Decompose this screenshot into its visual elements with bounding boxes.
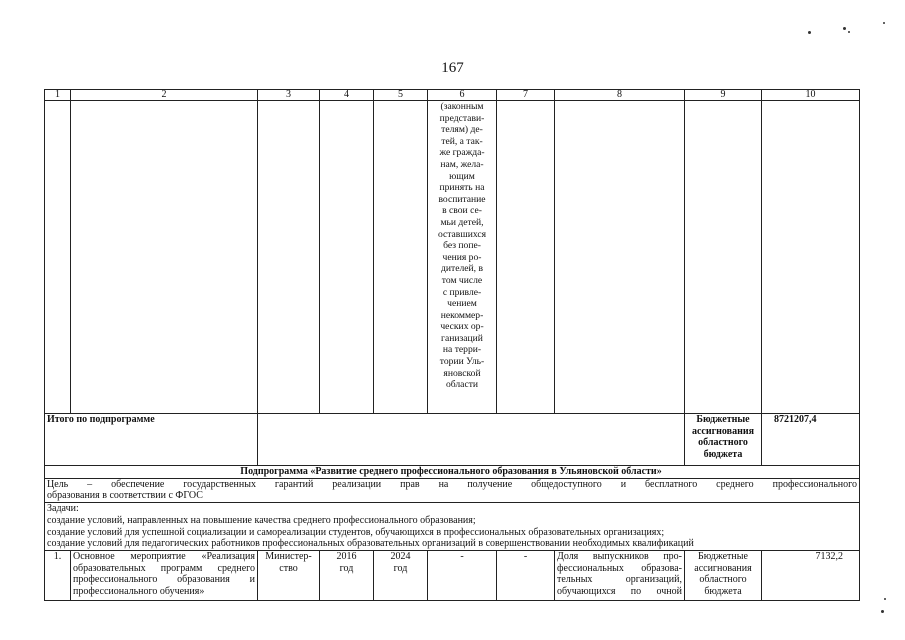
col6-value: -: [428, 550, 497, 600]
text-line: в свои се-: [442, 205, 482, 217]
text-line: области: [445, 379, 479, 391]
task-item: создание условий, направленных на повышение качества среднего профессионального образования;: [47, 514, 476, 526]
tasks-heading: Задачи:: [47, 503, 79, 515]
end-year: [374, 550, 428, 600]
text-line: год: [339, 562, 354, 574]
cell-empty: [555, 101, 685, 414]
column-number: 9: [685, 90, 762, 101]
funding-source: [685, 550, 762, 600]
cell-empty: [45, 101, 71, 414]
text-line: нам, жела-: [440, 158, 484, 170]
text-line: профессионального образования и: [73, 574, 255, 586]
cell-empty: [374, 101, 428, 414]
col7-value: -: [497, 550, 555, 600]
column-number: 3: [258, 90, 320, 101]
text-line: том числе: [441, 274, 483, 286]
row-number: 1.: [45, 550, 71, 600]
column-number: 1: [45, 90, 71, 101]
column-number: 2: [71, 90, 258, 101]
text-line: фессиональных образова-: [557, 562, 682, 574]
text-line: бюджета: [704, 586, 742, 598]
column-number-row: [45, 90, 860, 101]
text-line: ющим: [449, 170, 475, 182]
text-line: образовательных программ среднего: [73, 562, 255, 574]
goal-row: [45, 478, 860, 502]
text-line: на терри-: [442, 344, 482, 356]
text-line: дителей, в: [441, 263, 483, 275]
cell-empty: [497, 101, 555, 414]
text-line: ческих ор-: [440, 321, 484, 333]
continuation-row: [45, 101, 860, 414]
text-line: чения ро-: [442, 251, 482, 263]
scan-speck: [884, 598, 886, 600]
total-funding-source: Бюджетные ассигнования областного бюджета: [685, 414, 762, 466]
tasks-row: [45, 503, 860, 551]
text-line: обучающихся по очной: [557, 586, 682, 598]
table-row: [45, 550, 860, 600]
indicator: [555, 550, 685, 600]
cell-empty: [762, 101, 860, 414]
column-number: 5: [374, 90, 428, 101]
text-line: некоммер-: [440, 309, 484, 321]
text-line: Основное мероприятие «Реализация: [73, 550, 255, 562]
text-line: мьи детей,: [440, 216, 484, 228]
column-number: 4: [320, 90, 374, 101]
goal-text: [45, 478, 860, 502]
text-line: Бюджетные: [698, 550, 748, 562]
column-number: 8: [555, 90, 685, 101]
text-line: профессионального обучения»: [73, 586, 205, 598]
text-line: тории Уль-: [439, 356, 485, 368]
subprogram-title: Подпрограмма «Развитие среднего профессионального образования в Ульяновской области»: [45, 466, 860, 479]
text-line: же гражда-: [439, 147, 485, 159]
text-line: Министер-: [265, 550, 312, 562]
text-line: яновской: [443, 367, 481, 379]
scan-speck: [881, 610, 884, 613]
total-row: [45, 414, 860, 466]
text-line: чением: [447, 298, 477, 310]
text-line: оставшихся: [437, 228, 487, 240]
text-line: 2024: [390, 550, 411, 562]
goal-line: образования в соответствии с ФГОС: [47, 490, 203, 502]
goal-line: Цель – обеспечение государственных гарантий реализации прав на получение общедоступного и бесплатного среднего профессионального: [47, 478, 857, 490]
subprogram-title-row: [45, 466, 860, 479]
text-line: с привле-: [442, 286, 482, 298]
executor: [258, 550, 320, 600]
text-line: 2016: [336, 550, 357, 562]
cell-empty: [258, 414, 685, 466]
scan-speck: [808, 31, 811, 34]
text-line: без попе-: [443, 240, 481, 252]
cell-empty: [71, 101, 258, 414]
column-number: 7: [497, 90, 555, 101]
program-table: [44, 89, 860, 601]
text-line: тей, а так-: [441, 135, 483, 147]
cell-empty: [685, 101, 762, 414]
task-item: создание условий для педагогических работников профессиональных образовательных организаций в совершенствовании необходимых квалификаций: [47, 538, 694, 550]
start-year: [320, 550, 374, 600]
cell-empty: [320, 101, 374, 414]
text-line: ство: [279, 562, 298, 574]
text-line: воспитание: [438, 193, 486, 205]
amount: 7132,2: [762, 550, 860, 600]
text-line: год: [393, 562, 408, 574]
task-item: создание условий для успешной социализации и самореализации студентов, обучающихся в профессиональных образовательных организациях;: [47, 526, 665, 538]
text-line: принять на: [439, 182, 485, 194]
text-line: ганизаций: [441, 332, 483, 344]
text-line: представи-: [439, 112, 485, 124]
scan-speck: [843, 27, 846, 30]
text-line: телям) де-: [441, 124, 483, 136]
tasks-text: [45, 503, 860, 551]
text-line: ассигнования: [694, 562, 752, 574]
text-line: (законным: [440, 101, 484, 112]
total-amount: 8721207,4: [762, 414, 860, 466]
activity-name: [71, 550, 258, 600]
column-number: 10: [762, 90, 860, 101]
cell-empty: [258, 101, 320, 414]
text-line: тельных организаций,: [557, 574, 682, 586]
scan-speck: [848, 31, 850, 33]
page-number: 167: [441, 60, 464, 76]
total-label: Итого по подпрограмме: [45, 414, 258, 466]
text-line: Доля выпускников про-: [557, 550, 682, 562]
target-group-text: [428, 101, 497, 414]
column-number: 6: [428, 90, 497, 101]
scan-speck: [883, 22, 885, 24]
text-line: областного: [699, 574, 747, 586]
